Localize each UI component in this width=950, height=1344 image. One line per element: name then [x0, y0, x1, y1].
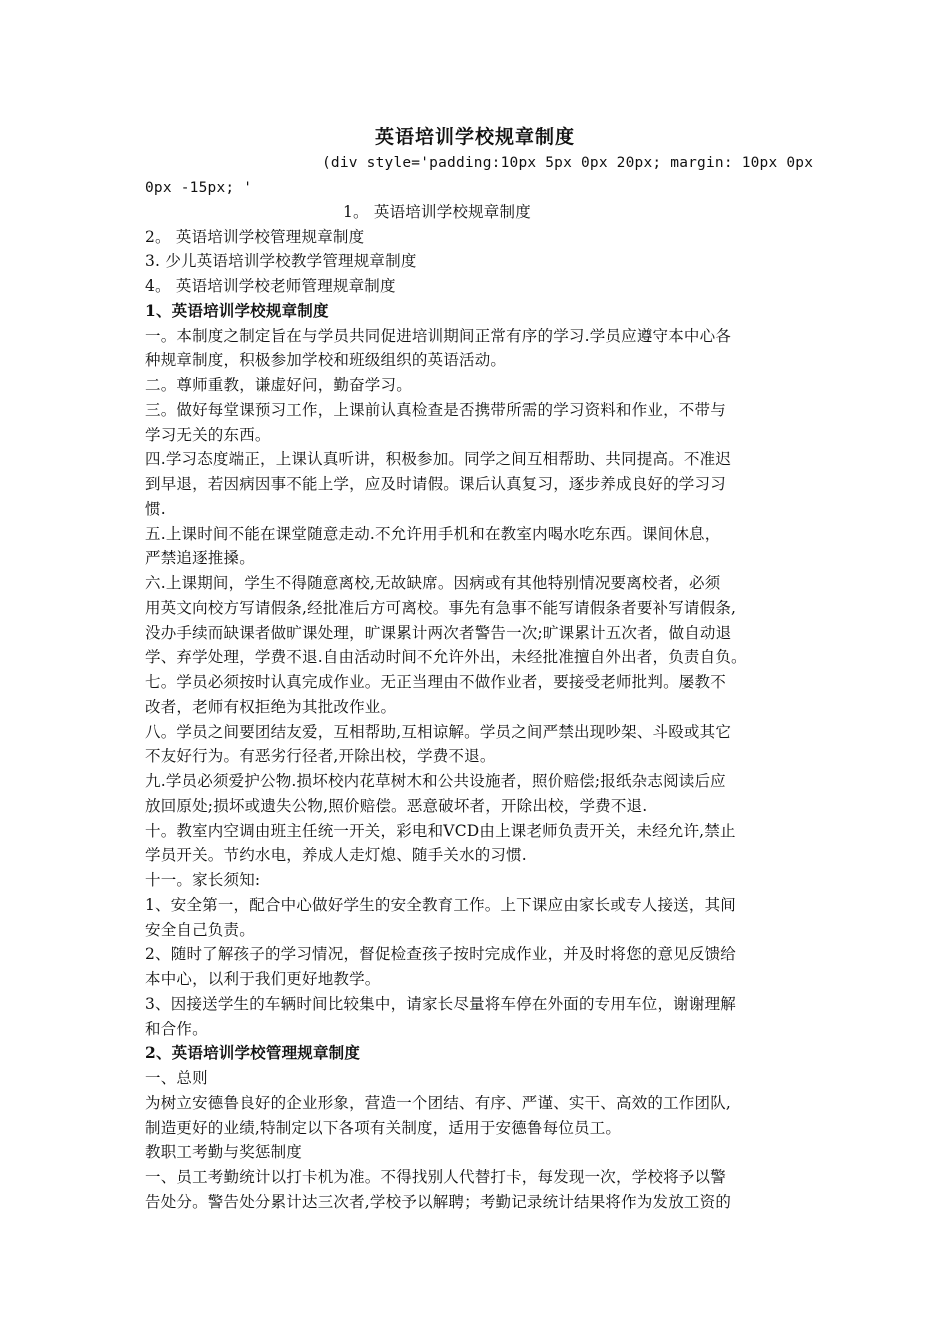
- body-line: 惯.: [145, 500, 166, 518]
- body-line: 一。本制度之制定旨在与学员共同促进培训期间正常有序的学习.学员应遵守本中心各: [145, 327, 732, 345]
- body-line: 二。尊师重教，谦虚好问，勤奋学习。: [145, 376, 412, 394]
- body-line: 七。学员必须按时认真完成作业。无正当理由不做作业者，要接受老师批判。屡教不: [145, 673, 726, 691]
- body-line: 九.学员必须爱护公物.损坏校内花草树木和公共设施者，照价赔偿;报纸杂志阅读后应: [145, 772, 726, 790]
- body-line: 十。教室内空调由班主任统一开关，彩电和VCD由上课老师负责开关，未经允许,禁止: [145, 822, 736, 840]
- body-line: 五.上课时间不能在课堂随意走动.不允许用手机和在教室内喝水吃东西。课间休息，: [145, 525, 721, 543]
- body-line: 一、总则: [145, 1069, 208, 1087]
- body-line: 和合作。: [145, 1020, 208, 1038]
- body-line: 四.学习态度端正，上课认真听讲，积极参加。同学之间互相帮助、共同提高。不准迟: [145, 450, 732, 468]
- body-line: 严禁追逐推搡。: [145, 549, 255, 567]
- body-line: 学习无关的东西。: [145, 426, 271, 444]
- toc-item: 1。 英语培训学校规章制度: [343, 203, 531, 221]
- code-text-line: 0px -15px; ': [145, 180, 253, 196]
- body-line: 三。做好每堂课预习工作，上课前认真检查是否携带所需的学习资料和作业，不带与: [145, 401, 726, 419]
- body-line: 学员开关。节约水电，养成人走灯熄、随手关水的习惯.: [145, 846, 527, 864]
- body-line: 安全自己负责。: [145, 921, 255, 939]
- toc-item: 2。 英语培训学校管理规章制度: [145, 228, 365, 246]
- body-line: 用英文向校方写请假条,经批准后方可离校。事先有急事不能写请假条者要补写请假条,: [145, 599, 737, 617]
- body-line: 种规章制度，积极参加学校和班级组织的英语活动。: [145, 351, 507, 369]
- body-line: 改者，老师有权拒绝为其批改作业。: [145, 698, 397, 716]
- section-heading: 1、英语培训学校规章制度: [145, 301, 329, 320]
- body-line: 放回原处;损坏或遗失公物,照价赔偿。恶意破坏者，开除出校，学费不退.: [145, 797, 648, 815]
- toc-item: 4。 英语培训学校老师管理规章制度: [145, 277, 396, 295]
- body-line: 2、随时了解孩子的学习情况，督促检查孩子按时完成作业，并及时将您的意见反馈给: [145, 945, 736, 963]
- body-line: 不友好行为。有恶劣行径者,开除出校，学费不退。: [145, 747, 496, 765]
- body-line: 3、因接送学生的车辆时间比较集中，请家长尽量将车停在外面的专用车位，谢谢理解: [145, 995, 736, 1013]
- body-line: 学、弃学处理，学费不退.自由活动时间不允许外出，未经批准擅自外出者，负责自负。: [145, 648, 747, 666]
- body-line: 八。学员之间要团结友爱，互相帮助,互相谅解。学员之间严禁出现吵架、斗殴或其它: [145, 723, 732, 741]
- code-text-line: (div style='padding:10px 5px 0px 20px; margin: 10px 0px: [322, 155, 814, 171]
- body-line: 1、安全第一，配合中心做好学生的安全教育工作。上下课应由家长或专人接送，其间: [145, 896, 736, 914]
- body-line: 教职工考勤与奖惩制度: [145, 1143, 303, 1161]
- body-line: 制造更好的业绩,特制定以下各项有关制度，适用于安德鲁每位员工。: [145, 1119, 622, 1137]
- section-heading: 2、英语培训学校管理规章制度: [145, 1043, 361, 1062]
- toc-item: 3. 少儿英语培训学校教学管理规章制度: [145, 252, 417, 270]
- body-line: 六.上课期间，学生不得随意离校,无故缺席。因病或有其他特别情况要离校者，必须: [145, 574, 721, 592]
- body-line: 没办手续而缺课者做旷课处理，旷课累计两次者警告一次;旷课累计五次者，做自动退: [145, 624, 732, 642]
- body-line: 一、员工考勤统计以打卡机为准。不得找别人代替打卡，每发现一次，学校将予以警: [145, 1168, 726, 1186]
- body-line: 本中心，以利于我们更好地教学。: [145, 970, 381, 988]
- body-line: 十一。家长须知:: [145, 871, 261, 889]
- body-line: 告处分。警告处分累计达三次者,学校予以解聘；考勤记录统计结果将作为发放工资的: [145, 1193, 732, 1211]
- body-line: 为树立安德鲁良好的企业形象，营造一个团结、有序、严谨、实干、高效的工作团队,: [145, 1094, 732, 1112]
- body-line: 到早退，若因病因事不能上学，应及时请假。课后认真复习，逐步养成良好的学习习: [145, 475, 726, 493]
- document-title: 英语培训学校规章制度: [374, 126, 575, 148]
